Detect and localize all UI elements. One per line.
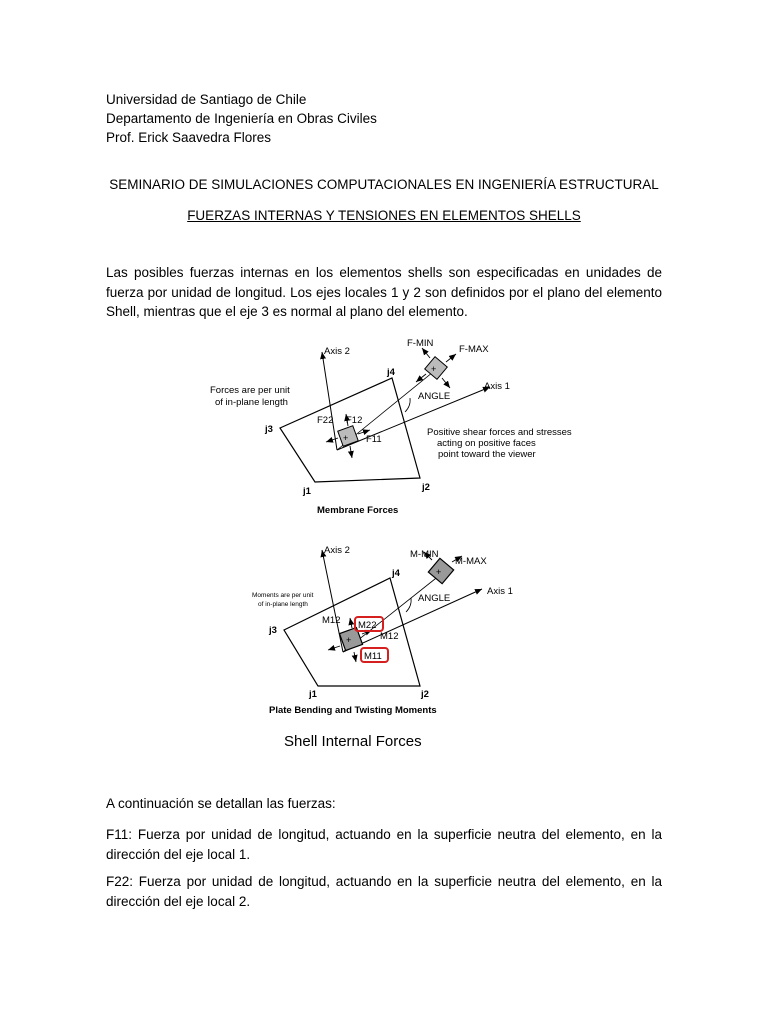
f11-label: F11 bbox=[366, 434, 382, 445]
membrane-axis2-line bbox=[322, 352, 337, 450]
membrane-axis2-label: Axis 2 bbox=[324, 346, 350, 357]
m12-right-label: M12 bbox=[380, 631, 399, 642]
plate-caption: Plate Bending and Twisting Moments bbox=[269, 705, 437, 716]
plate-j2-label: j2 bbox=[421, 689, 429, 700]
plate-j4-label: j4 bbox=[392, 568, 400, 579]
plate-angle-label: ANGLE bbox=[418, 593, 451, 604]
membrane-j3-label: j3 bbox=[265, 424, 273, 435]
mmax-label: M-MAX bbox=[455, 556, 487, 567]
document-subtitle: FUERZAS INTERNAS Y TENSIONES EN ELEMENTOS SHELLS bbox=[187, 208, 581, 223]
f22-definition: F22: Fuerza por unidad de longitud, actuando en la superficie neutra del elemento, en la dirección del eje local 2. bbox=[106, 874, 662, 909]
membrane-axis1-label: Axis 1 bbox=[484, 381, 510, 392]
plate-j3-label: j3 bbox=[269, 625, 277, 636]
membrane-angle-label: ANGLE bbox=[418, 391, 451, 402]
department-name: Departamento de Ingeniería en Obras Civiles bbox=[106, 111, 377, 126]
svg-text:+: + bbox=[343, 433, 349, 443]
f12-label: F12 bbox=[346, 415, 363, 426]
moments-note-line2: of in-plane length bbox=[258, 601, 308, 608]
m11-label: M11 bbox=[364, 651, 382, 662]
shell-internal-forces-figure bbox=[0, 330, 768, 760]
forces-note-line2: of in-plane length bbox=[215, 397, 288, 408]
figure-main-caption: Shell Internal Forces bbox=[284, 733, 422, 750]
plate-bending-diagram bbox=[252, 545, 513, 716]
f22-label: F22 bbox=[317, 415, 334, 426]
svg-text:+: + bbox=[346, 635, 352, 645]
svg-text:+: + bbox=[436, 567, 442, 577]
m22-label: M22 bbox=[358, 620, 377, 631]
membrane-caption: Membrane Forces bbox=[317, 505, 399, 516]
university-name: Universidad de Santiago de Chile bbox=[106, 92, 307, 107]
membrane-j1-label: j1 bbox=[303, 486, 311, 497]
membrane-forces-diagram bbox=[210, 338, 572, 516]
membrane-angle-arc bbox=[405, 398, 410, 412]
plate-axis1-label: Axis 1 bbox=[487, 586, 513, 597]
plate-axis2-label: Axis 2 bbox=[324, 545, 350, 556]
plate-axis2-line bbox=[322, 550, 343, 652]
membrane-j2-label: j2 bbox=[422, 482, 430, 493]
mmin-label: M-MIN bbox=[410, 549, 439, 560]
forces-lead: A continuación se detallan las fuerzas: bbox=[106, 796, 336, 811]
moments-note-line1: Moments are per unit bbox=[252, 592, 314, 599]
membrane-j4-label: j4 bbox=[387, 367, 395, 378]
professor-name: Prof. Erick Saavedra Flores bbox=[106, 130, 272, 145]
shear-note-line3: point toward the viewer bbox=[438, 449, 536, 460]
shear-note-line2: acting on positive faces bbox=[437, 438, 536, 449]
shear-note-line1: Positive shear forces and stresses bbox=[427, 427, 572, 438]
document-title: SEMINARIO DE SIMULACIONES COMPUTACIONALES EN INGENIERÍA ESTRUCTURAL bbox=[109, 177, 659, 192]
intro-paragraph: Las posibles fuerzas internas en los elementos shells son especificadas en unidades de fuerza por unidad de longitud. Los ejes locales 1 y 2 son definidos por el plano del elemento Shell, mientras que el eje 3 es normal al plano del elemento. bbox=[106, 265, 662, 319]
svg-text:+: + bbox=[431, 364, 437, 374]
fmin-label: F-MIN bbox=[407, 338, 434, 349]
fmax-label: F-MAX bbox=[459, 344, 489, 355]
m12-left-label: M12 bbox=[322, 615, 341, 626]
forces-note-line1: Forces are per unit bbox=[210, 385, 290, 396]
f11-definition: F11: Fuerza por unidad de longitud, actuando en la superficie neutra del elemento, en la dirección del eje local 1. bbox=[106, 827, 662, 862]
plate-j1-label: j1 bbox=[309, 689, 317, 700]
